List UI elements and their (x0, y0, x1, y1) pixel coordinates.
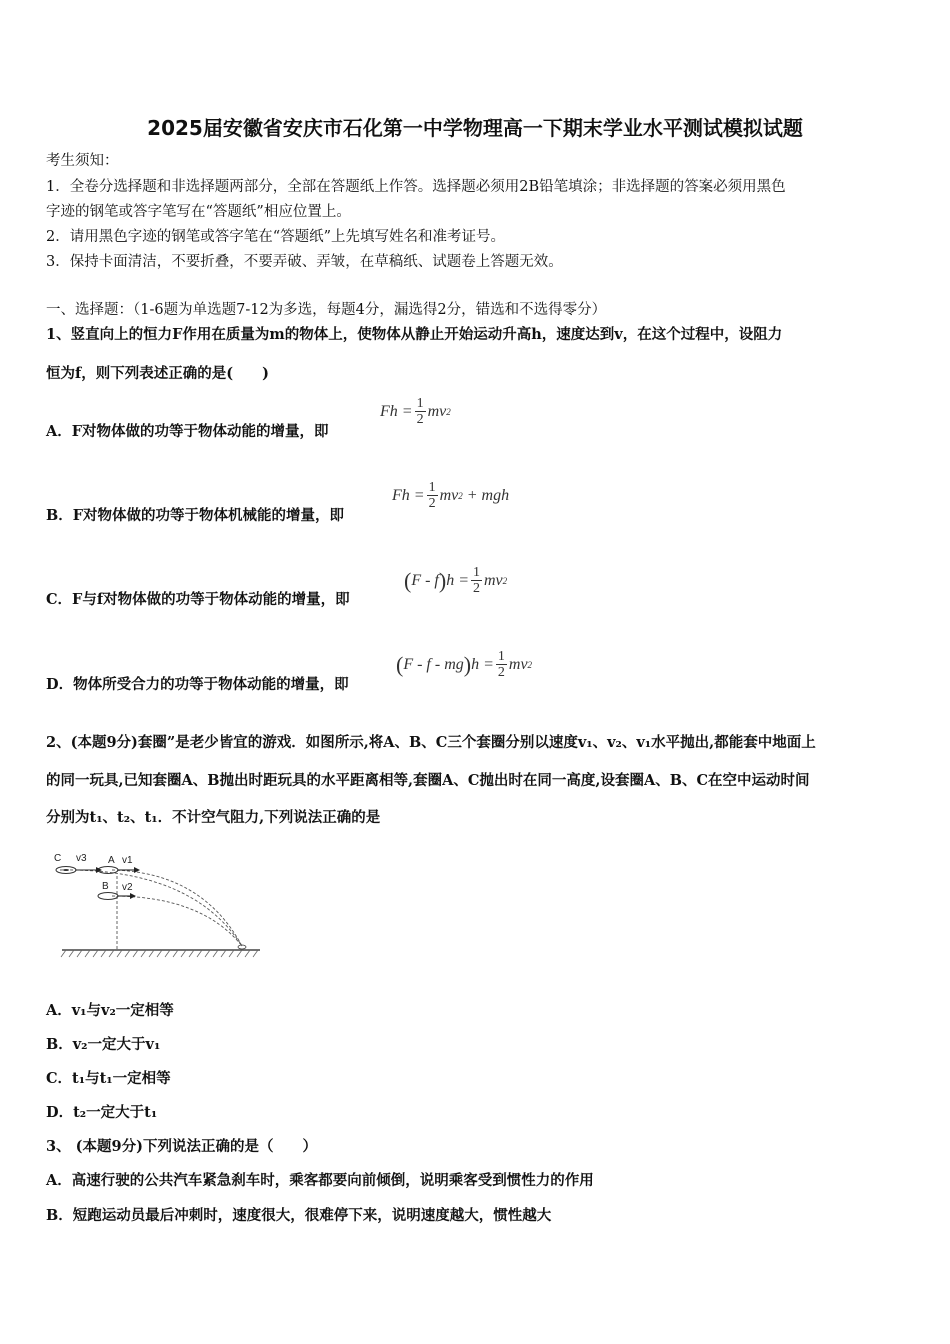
ring-c-center (63, 869, 69, 871)
q2-option-a: A．v₁与v₂一定相等 (46, 1002, 174, 1019)
label-b: B (102, 881, 109, 892)
formula-text: mv (427, 402, 447, 420)
formula-text: h = (471, 655, 494, 673)
trajectory-c (60, 870, 242, 946)
fraction-num: 1 (497, 649, 505, 664)
arrow-v2-head (130, 893, 136, 899)
formula-text: h = (446, 571, 469, 589)
q2-stem: 2、(本题9分)套圈”是老少皆宜的游戏．如图所示,将A、B、C三个套圈分别以速度v₁、v₂、v₁水平抛出,都能套中地面上 (46, 734, 816, 751)
label-v3: v3 (76, 853, 87, 864)
ring-toss-figure (52, 848, 267, 963)
notice-item-3: 3．保持卡面清洁，不要折叠，不要弄破、弄皱，在草稿纸、试题卷上答题无效。 (46, 254, 563, 270)
ground-hatch (61, 950, 258, 957)
fraction-den: 2 (416, 412, 424, 427)
formula-text: F - f (411, 571, 439, 589)
exponent: 2 (446, 406, 451, 417)
q1-formula-b (392, 480, 509, 511)
q1-option-c: C．F与f对物体做的功等于物体动能的增量，即 (46, 591, 350, 608)
q2-option-c: C．t₁与t₁一定相等 (46, 1070, 171, 1087)
q1-formula-a (380, 396, 451, 427)
page-title: 2025届安徽省安庆市石化第一中学物理高一下期末学业水平测试模拟试题 (147, 116, 803, 140)
label-a: A (108, 855, 115, 866)
q3-stem: 3、 (本题9分)下列说法正确的是（ ） (46, 1138, 317, 1155)
formula-text: mv (508, 655, 528, 673)
formula-text: Fh = (380, 402, 413, 420)
q1-formula-c: ( F - f ) h = $\frac{1}{2}$ mv 2 (404, 565, 508, 596)
notice-item-1: 1．全卷分选择题和非选择题两部分，全部在答题纸上作答。选择题必须用2B铅笔填涂；非选择题的答案必须用黑色 (46, 179, 786, 195)
q1-option-d: D．物体所受合力的功等于物体动能的增量，即 (46, 676, 349, 693)
q2-stem-cont-1: 的同一玩具,已知套圈A、B抛出时距玩具的水平距离相等,套圈A、C抛出时在同一高度,设套圈A、B、C在空中运动时间 (46, 772, 810, 789)
q3-option-b: B．短跑运动员最后冲刺时，速度很大，很难停下来，说明速度越大，惯性越大 (46, 1207, 552, 1224)
fraction-den: 2 (497, 665, 505, 680)
notice-item-1-cont: 字迹的钢笔或答字笔写在“答题纸”相应位置上。 (46, 204, 351, 220)
label-v1: v1 (122, 855, 133, 866)
q1-formula-d: ( F - f - mg ) h = $\frac{1}{2}$ mv 2 (396, 649, 533, 680)
notice-heading: 考生须知： (46, 153, 119, 169)
formula-text: F - f - mg (403, 655, 464, 673)
fraction (415, 396, 426, 427)
exponent: 2 (502, 575, 508, 586)
section-heading: 一、选择题：（1-6题为单选题7-12为多选，每题4分，漏选得2分，错选和不选得零分） (46, 302, 607, 318)
q2-option-b: B．v₂一定大于v₁ (46, 1036, 161, 1053)
label-v2: v2 (122, 882, 133, 893)
q1-stem: 1、竖直向上的恒力F作用在质量为m的物体上，使物体从静止开始运动升高h，速度达到v，在这个过程中，设阻力 (46, 326, 783, 343)
q3-option-a: A．高速行驶的公共汽车紧急刹车时，乘客都要向前倾倒，说明乘客受到惯性力的作用 (46, 1172, 594, 1189)
label-c: C (54, 853, 62, 864)
formula-text: mv (484, 571, 503, 589)
fraction-num: 1 (428, 480, 436, 495)
q2-option-d: D．t₂一定大于t₁ (46, 1104, 158, 1121)
exponent: 2 (458, 490, 463, 501)
trajectory-b (112, 896, 242, 946)
notice-item-2: 2．请用黑色字迹的钢笔或答字笔在“答题纸”上先填写姓名和准考证号。 (46, 229, 506, 245)
fraction-num: 1 (416, 396, 424, 411)
q1-stem-cont: 恒为f，则下列表述正确的是( ) (46, 365, 269, 382)
fraction (496, 649, 507, 680)
formula-text: mv (439, 486, 459, 504)
fraction-num: 1 (473, 565, 480, 580)
formula-text: Fh = (392, 486, 425, 504)
exponent: 2 (527, 659, 533, 670)
formula-text: + mgh (466, 486, 510, 504)
fraction (471, 565, 482, 596)
q2-stem-cont-2: 分别为t₁、t₂、t₁．不计空气阻力,下列说法正确的是 (46, 809, 381, 826)
fraction (427, 480, 438, 511)
q1-option-a: A．F对物体做的功等于物体动能的增量，即 (46, 423, 329, 440)
q1-option-b: B．F对物体做的功等于物体机械能的增量，即 (46, 507, 345, 524)
fraction-den: 2 (473, 581, 480, 596)
fraction-den: 2 (428, 496, 436, 511)
